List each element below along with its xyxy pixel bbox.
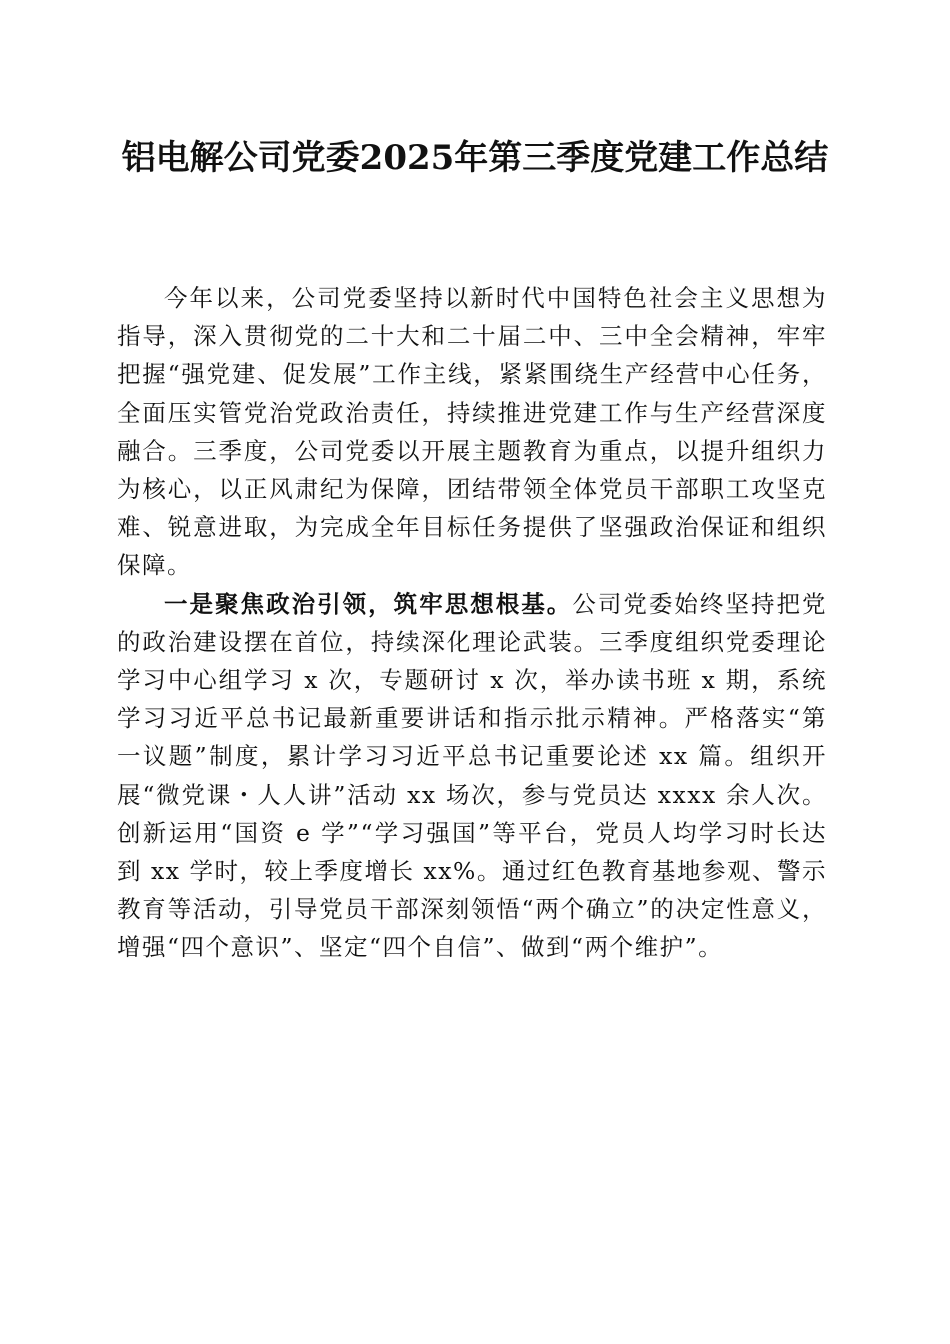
paragraph-text: 今年以来，公司党委坚持以新时代中国特色社会主义思想为指导，深入贯彻党的二十大和二十届二中、三中全会精神，牢牢把握“强党建、促发展”工作主线，紧紧围绕生产经营中心任务，全面压实管党治党政治责任，持续推进党建工作与生产经营深度融合。三季度，公司党委以开展主题教育为重点，以提升组织力为核心，以正风肃纪为保障，团结带领全体党员干部职工攻坚克难、锐意进取，为完成全年目标任务提供了坚强政治保证和组织保障。	[117, 284, 827, 580]
paragraph-lead: 一是聚焦政治引领，筑牢思想根基。	[164, 589, 573, 618]
paragraph-text: 公司党委始终坚持把党的政治建设摆在首位，持续深化理论武装。三季度组织党委理论学习中心组学习 x 次，专题研讨 x 次，举办读书班 x 期，系统学习习近平总书记最新重要讲话和指示批示精神。严格落实“第一议题”制度，累计学习习近平总书记重要论述 xx 篇。组织开展“微党课・人人讲”活动 xx 场次，参与党员达 xxxx 余人次。创新运用“国资 e 学”“学习强国”等平台，党员人均学习时长达到 xx 学时，较上季度增长 xx%。通过红色教育基地参观、警示教育等活动，引导党员干部深刻领悟“两个确立”的决定性意义，增强“四个意识”、坚定“四个自信”、做到“两个维护”。	[117, 589, 828, 962]
intro-paragraph	[117, 279, 827, 585]
document-title: 铝电解公司党委2025年第三季度党建工作总结	[121, 138, 829, 178]
section-one-paragraph	[117, 585, 827, 967]
document-body	[117, 279, 827, 967]
